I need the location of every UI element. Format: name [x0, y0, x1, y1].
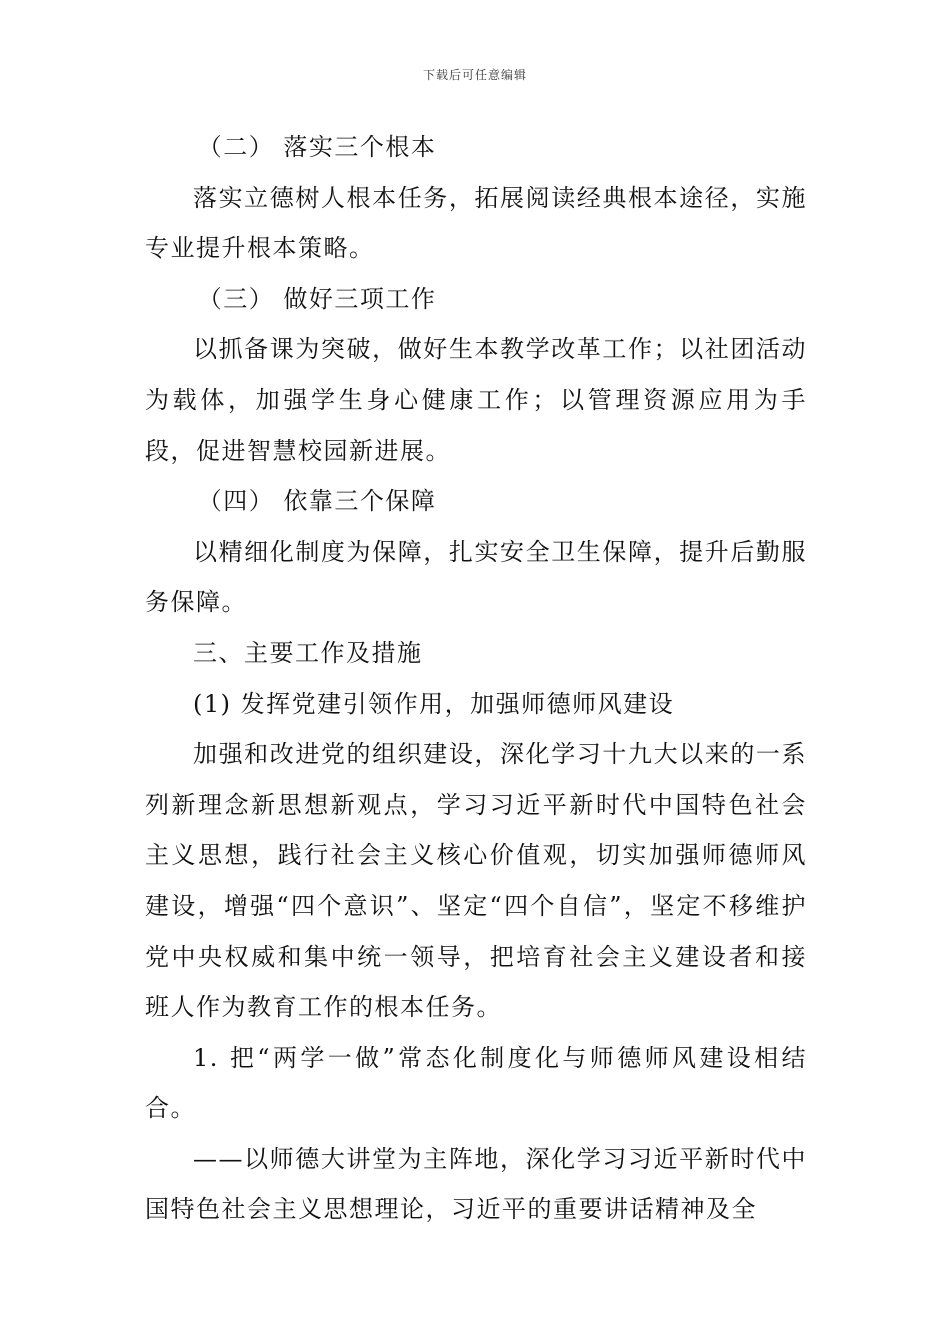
page-header: 下载后可任意编辑 [422, 68, 527, 82]
numbered-item: 1. 把“两学一做”常态化制度化与师德师风建设相结合。 [145, 1043, 807, 1123]
chapter-heading: 三、主要工作及措施 [193, 638, 423, 667]
section-heading-2: （二） 落实三个根本 [197, 133, 437, 161]
subsection-heading: (1) 发挥党建引领作用，加强师德师风建设 [193, 689, 675, 718]
body-paragraph: 以抓备课为突破，做好生本教学改革工作；以社团活动为载体，加强学生身心健康工作；以管理资源应用为手段，促进智慧校园新进展。 [145, 335, 807, 465]
body-paragraph: 加强和改进党的组织建设，深化学习十九大以来的一系列新理念新思想新观点，学习习近平新时代中国特色社会主义思想，践行社会主义核心价值观，切实加强师德师风建设，增强“四个意识”、坚定“四个自信”，坚定不移维护党中央权威和集中统一领导，把培育社会主义建设者和接班人作为教育工作的根本任务。 [145, 740, 807, 1022]
body-paragraph: 落实立德树人根本任务，拓展阅读经典根本途径，实施专业提升根本策略。 [145, 183, 807, 263]
body-paragraph: 以精细化制度为保障，扎实安全卫生保障，提升后勤服务保障。 [145, 537, 807, 617]
section-heading-4: （四） 依靠三个保障 [197, 487, 437, 516]
body-paragraph: ——以师德大讲堂为主阵地，深化学习习近平新时代中国特色社会主义思想理论，习近平的重要讲话精神及全 [145, 1144, 807, 1224]
document-body [145, 122, 807, 1235]
section-heading-3: （三） 做好三项工作 [197, 284, 437, 313]
